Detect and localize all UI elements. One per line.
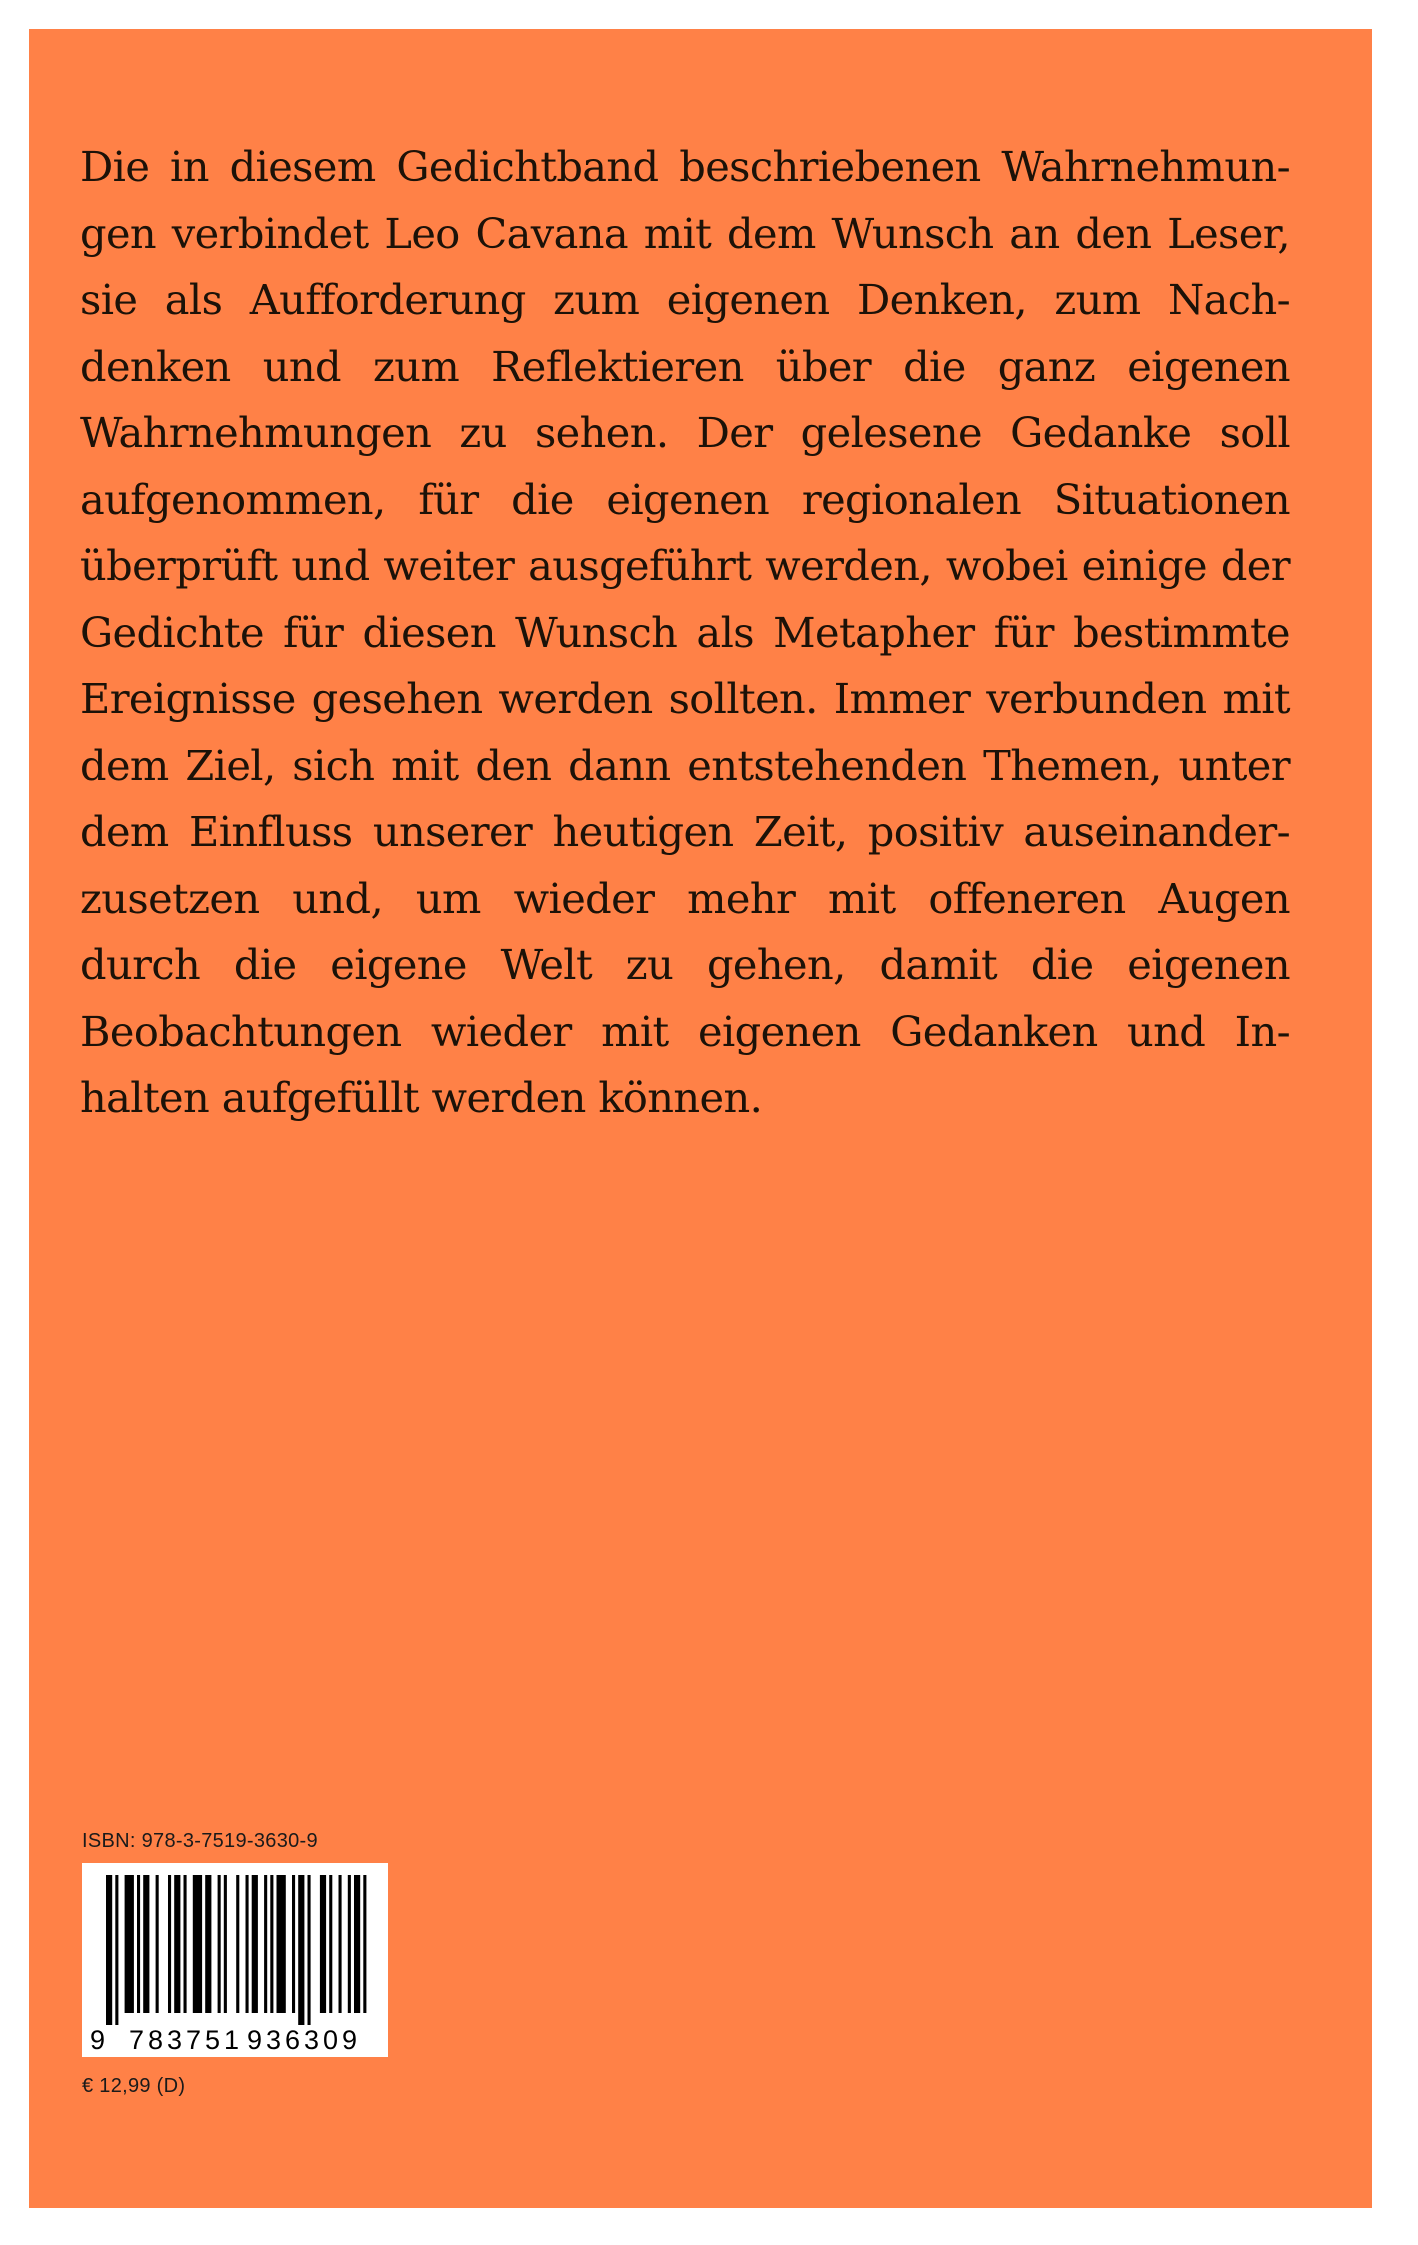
blurb-line: zusetzen und, um wieder mehr mit offeneren Augen: [80, 873, 1290, 923]
barcode-bar: [236, 1875, 239, 2013]
blurb-line: gen verbindet Leo Cavana mit dem Wunsch an den Leser,: [80, 208, 1290, 258]
barcode-bar: [264, 1875, 267, 2013]
barcode-graphic: [82, 1863, 388, 2057]
price-label: € 12,99 (D): [82, 2075, 186, 2097]
blurb-text: [80, 134, 1290, 1132]
blurb-line: Beobachtungen wieder mit eigenen Gedanken und In-: [80, 1006, 1290, 1056]
barcode-bar: [270, 1875, 273, 2013]
barcode-bar: [329, 1875, 332, 2013]
barcode-bar: [106, 1875, 112, 2025]
barcode-bar: [168, 1875, 171, 2013]
barcode-digit-group: 783751: [128, 2025, 244, 2055]
blurb-line: dem Ziel, sich mit den dann entstehenden Themen, unter: [80, 740, 1290, 790]
barcode-bar: [363, 1875, 366, 2013]
barcode-bar: [184, 1875, 187, 2013]
blurb-line: denken und zum Reflektieren über die ganz eigenen: [80, 341, 1290, 391]
blurb-line: Gedichte für diesen Wunsch als Metapher für bestimmte: [80, 607, 1290, 657]
barcode-bars: [106, 1875, 366, 2025]
barcode-bar: [143, 1875, 149, 2013]
blurb-line: durch die eigene Welt zu gehen, damit die eigenen: [80, 940, 1290, 989]
barcode-bar: [246, 1875, 249, 2013]
barcode-bar: [115, 1875, 118, 2025]
barcode-bar: [193, 1875, 202, 2013]
blurb-line: aufgenommen, für die eigenen regionalen Situationen: [80, 474, 1290, 524]
blurb-line: sie als Aufforderung zum eigenen Denken, zum Nach-: [80, 275, 1290, 324]
barcode-bar: [137, 1875, 140, 2013]
blurb-line: überprüft und weiter ausgeführt werden, wobei einige der: [80, 541, 1290, 590]
barcode-digit-group: 936309: [246, 2025, 362, 2055]
barcode-bar: [156, 1875, 159, 2013]
blurb-line: Die in diesem Gedichtband beschriebenen Wahrnehmun-: [80, 142, 1290, 191]
barcode-bar: [354, 1875, 360, 2013]
barcode-bar: [218, 1875, 221, 2013]
barcode-bar: [277, 1875, 286, 2013]
blurb-line: dem Einfluss unserer heutigen Zeit, positiv auseinander-: [80, 807, 1290, 856]
barcode-bar: [348, 1875, 351, 2013]
barcode-bar: [125, 1875, 134, 2013]
blurb-line: halten aufgefüllt werden können.: [80, 1073, 763, 1122]
barcode-bar: [320, 1875, 326, 2013]
blurb-line: Ereignisse gesehen werden sollten. Immer verbunden mit: [80, 674, 1290, 723]
barcode-bar: [339, 1875, 342, 2013]
barcode-bar: [205, 1875, 211, 2013]
barcode-bar: [252, 1875, 258, 2013]
isbn-label: ISBN: 978-3-7519-3630-9: [82, 1830, 318, 1852]
barcode-bar: [292, 1875, 295, 2013]
barcode-digit-group: 9: [90, 2025, 106, 2055]
barcode-bar: [298, 1875, 304, 2025]
blurb-line: Wahrnehmungen zu sehen. Der gelesene Gedanke soll: [80, 408, 1290, 457]
barcode-bar: [308, 1875, 311, 2025]
barcode-bar: [174, 1875, 180, 2013]
barcode: [82, 1863, 388, 2057]
barcode-bar: [224, 1875, 227, 2013]
